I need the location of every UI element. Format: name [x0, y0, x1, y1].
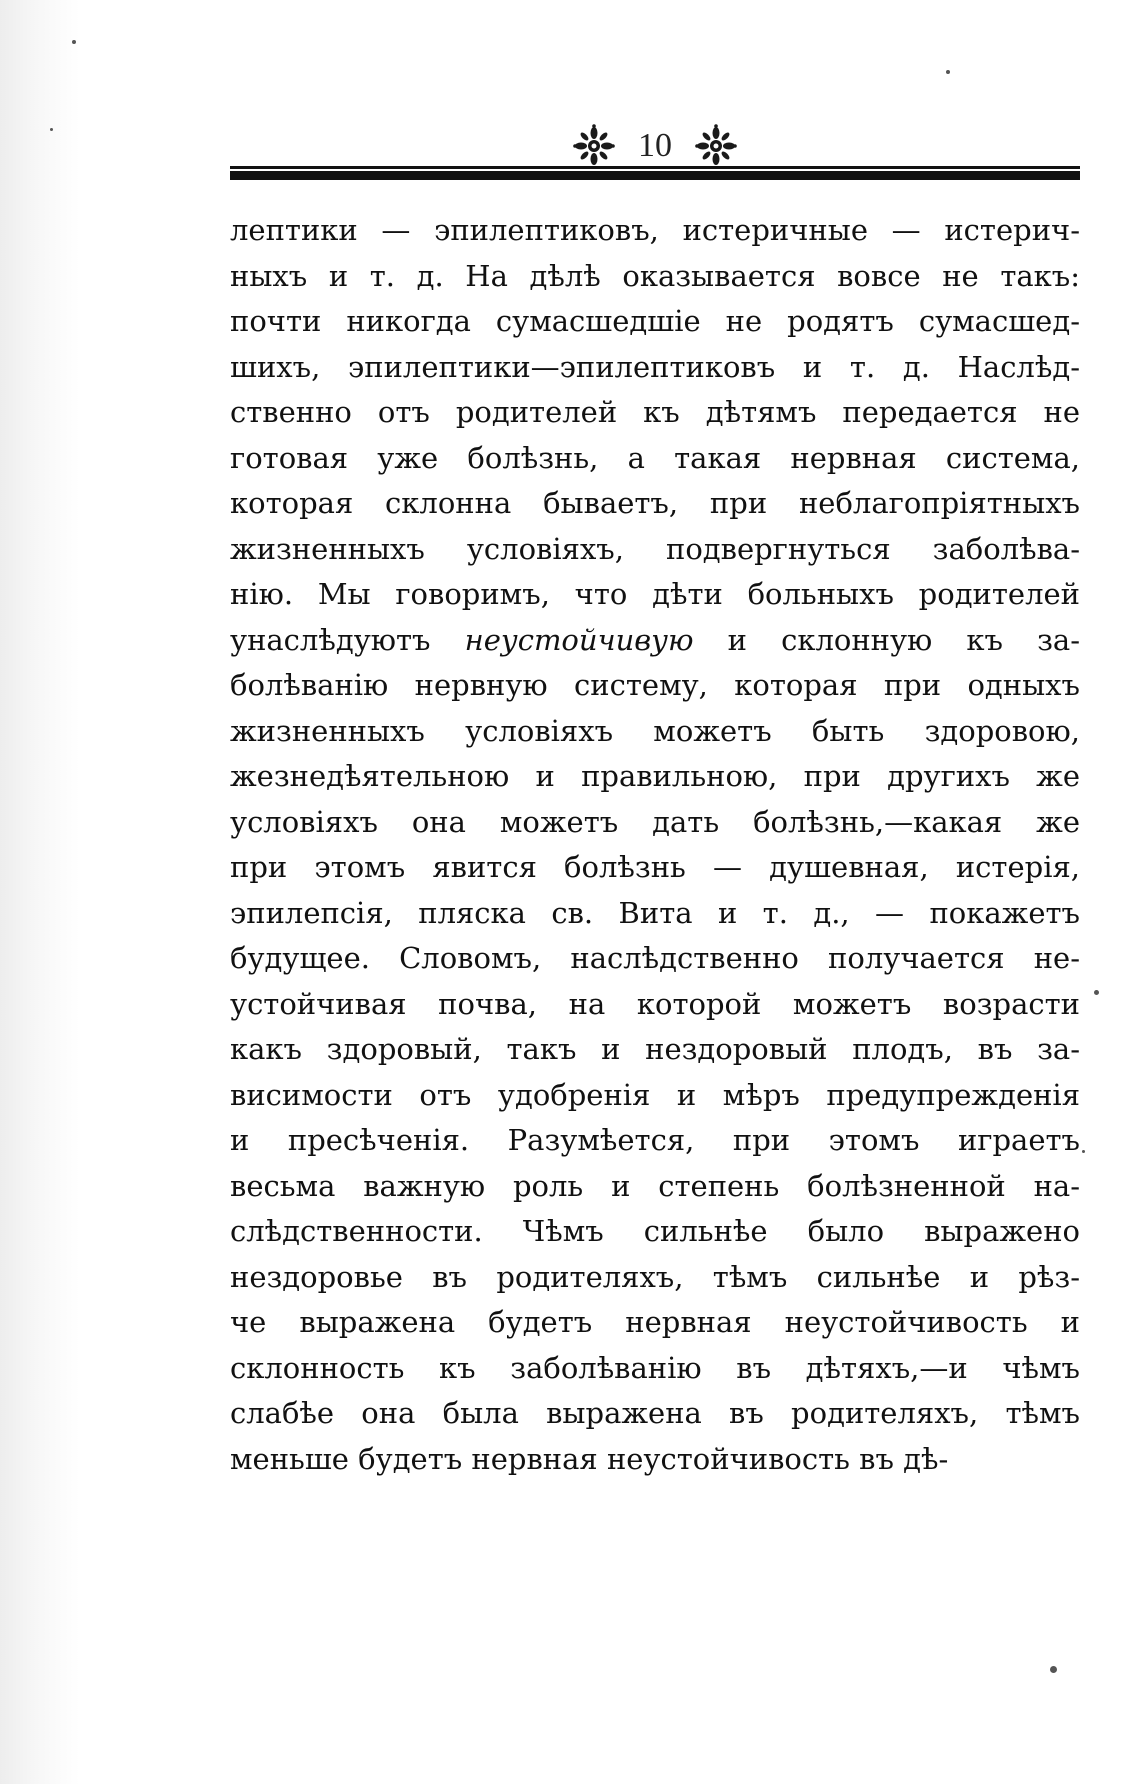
text-line [230, 1255, 1080, 1301]
text-line [230, 1209, 1080, 1255]
page-number: 10 [638, 127, 672, 164]
text-line [230, 390, 1080, 436]
body-text [230, 208, 1080, 1482]
text-segment: ственно отъ родителей къ дѣтямъ передается не [230, 395, 1080, 429]
text-segment: шихъ, эпилептики—эпилептиковъ и т. д. Наслѣд- [230, 349, 1080, 384]
text-segment: слабѣе она была выражена въ родителяхъ, тѣмъ [230, 1396, 1080, 1430]
text-segment: склонность къ заболѣванію въ дѣтяхъ,—и чѣмъ [230, 1350, 1080, 1385]
text-line [230, 1164, 1080, 1210]
text-segment: какъ здоровый, такъ и нездоровый плодъ, въ за- [230, 1032, 1080, 1066]
text-segment: меньше будетъ нервная неустойчивость въ дѣ- [230, 1441, 949, 1476]
text-segment: жезнедѣятельною и правильною, при другихъ же [230, 759, 1080, 793]
text-line [230, 982, 1080, 1028]
text-segment: и пресѣченія. Разумѣется, при этомъ играетъ [230, 1123, 1080, 1157]
scan-edge-shadow [0, 0, 80, 1784]
text-line [230, 1073, 1080, 1119]
text-line [230, 754, 1080, 800]
text-line [230, 527, 1080, 573]
text-line [230, 1391, 1080, 1437]
text-segment: жизненныхъ условіяхъ, подвергнуться заболѣва- [230, 531, 1080, 566]
text-segment: и склонную къ за- [693, 622, 1080, 657]
text-line [230, 436, 1080, 482]
text-segment: готовая уже болѣзнь, а такая нервная система, [230, 440, 1080, 475]
text-segment: висимости отъ удобренія и мѣръ предупрежденія [230, 1077, 1080, 1112]
left-ornament-icon [572, 124, 616, 168]
text-line [230, 618, 1080, 664]
text-segment: нездоровье въ родителяхъ, тѣмъ сильнѣе и рѣз- [230, 1259, 1080, 1294]
text-line [230, 936, 1080, 982]
text-line [230, 208, 1080, 254]
text-segment: че выражена будетъ нервная неустойчивость и [230, 1305, 1080, 1339]
text-segment: слѣдственности. Чѣмъ сильнѣе было выражено [230, 1214, 1080, 1248]
right-ornament-icon [694, 124, 738, 168]
text-segment: будущее. Словомъ, наслѣдственно получается не- [230, 941, 1080, 975]
text-segment: эпилепсія, пляска св. Вита и т. д., — покажетъ [230, 895, 1080, 930]
text-segment: жизненныхъ условіяхъ можетъ быть здоровою, [230, 713, 1080, 748]
scan-speck [1094, 990, 1099, 995]
text-segment: устойчивая почва, на которой можетъ возрасти [230, 986, 1080, 1021]
text-line [230, 709, 1080, 755]
text-line [230, 845, 1080, 891]
text-line [230, 481, 1080, 527]
scan-speck [50, 128, 53, 131]
text-line [230, 1300, 1080, 1346]
text-line [230, 800, 1080, 846]
text-line [230, 299, 1080, 345]
text-segment: ныхъ и т. д. На дѣлѣ оказывается вовсе не такъ: [230, 258, 1080, 293]
text-line [230, 1346, 1080, 1392]
scan-speck [946, 70, 950, 74]
text-line [230, 1118, 1080, 1164]
text-line [230, 891, 1080, 937]
text-line [230, 1437, 1080, 1483]
header-rule-thin [230, 166, 1080, 169]
text-segment: весьма важную роль и степень болѣзненной на- [230, 1168, 1080, 1203]
scan-speck [1082, 1150, 1085, 1153]
text-segment: болѣванію нервную систему, которая при одныхъ [230, 668, 1080, 702]
text-segment: при этомъ явится болѣзнь — душевная, истерія, [230, 850, 1080, 884]
text-segment: нію. Мы говоримъ, что дѣти больныхъ родителей [230, 577, 1080, 611]
text-line [230, 254, 1080, 300]
scan-speck [1050, 1666, 1057, 1673]
emphasized-word: неустойчивую [464, 622, 694, 657]
text-line [230, 1027, 1080, 1073]
text-segment: лептики — эпилептиковъ, истеричные — истерич- [230, 213, 1080, 247]
text-line [230, 345, 1080, 391]
scan-speck [72, 40, 76, 44]
text-segment: условіяхъ она можетъ дать болѣзнь,—какая же [230, 804, 1080, 839]
text-segment: почти никогда сумасшедшіе не родятъ сумасшед- [230, 304, 1080, 338]
text-line [230, 663, 1080, 709]
header-rule-thick [230, 171, 1080, 180]
text-segment: унаслѣдуютъ [230, 622, 465, 657]
text-line [230, 572, 1080, 618]
text-segment: которая склонна бываетъ, при неблагопріятныхъ [230, 486, 1080, 520]
